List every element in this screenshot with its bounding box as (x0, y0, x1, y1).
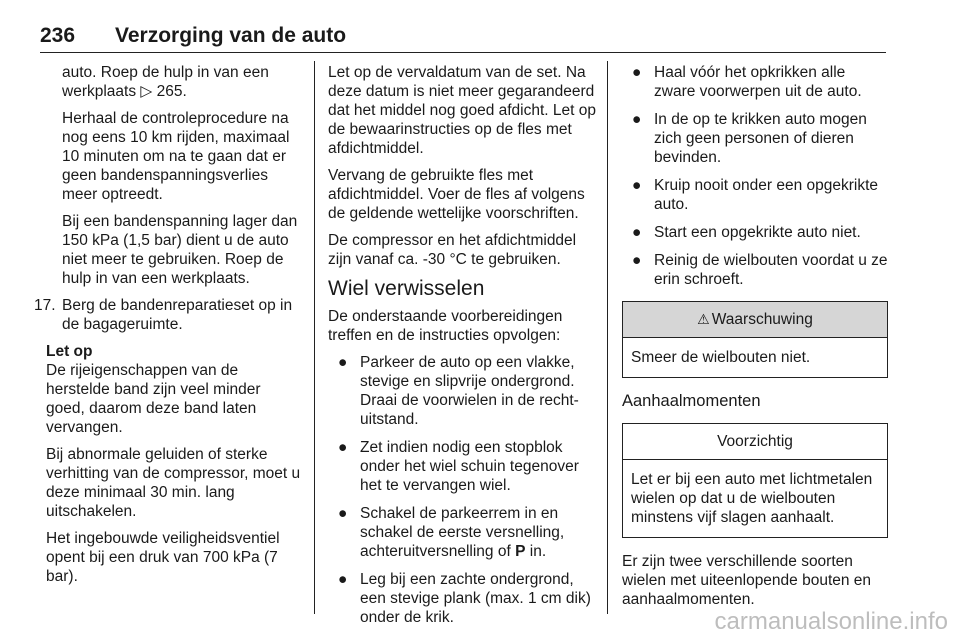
item-text: Berg de bandenreparatieset op in de bagageruimte. (62, 297, 293, 333)
section-heading: Wiel verwisselen (328, 277, 485, 300)
warning-header: ⚠ Waarschuwing (623, 302, 887, 338)
caution-box (622, 423, 888, 538)
caution-header: Voorzichtig (623, 424, 887, 460)
paragraph: Herhaal de controleprocedure na nog eens 10 km rijden, maximaal 10 minuten om na te gaan dat er geen bandenspanningsverlies meer optreedt. (62, 110, 290, 203)
item-number: 17. (34, 297, 56, 314)
warning-text: Smeer de wielbouten niet. (631, 349, 811, 366)
bullet-icon: ● (632, 224, 642, 241)
note-paragraph: De rijeigenschappen van de herstelde band zijn veel minder goed, daarom deze band laten vervangen. (46, 362, 261, 436)
warning-triangle-icon: ⚠ (697, 311, 710, 327)
list-item: ● Leg bij een zachte ondergrond, een stevige plank (max. 1 cm dik) onder de krik. (328, 570, 596, 627)
page-ref-link[interactable]: 265. (156, 83, 187, 100)
paragraph: De compressor en het afdichtmiddel zijn vanaf ca. -30 °C te gebruiken. (328, 232, 577, 268)
column-divider (314, 61, 315, 614)
column-1 (34, 63, 302, 594)
column-divider (607, 61, 608, 614)
paragraph: Bij een bandenspanning lager dan 150 kPa (1,5 bar) dient u de auto niet meer te gebruiken. Roep de hulp in van een werkplaats. (62, 213, 298, 287)
page-header (40, 24, 886, 53)
subsection-heading: Aanhaalmomenten (622, 392, 761, 410)
note-paragraph: Het ingebouwde veiligheidsventiel opent bij een druk van 700 kPa (7 bar). (46, 530, 280, 585)
note-paragraph: Bij abnormale geluiden of sterke verhitting van de compressor, moet u deze minimaal 30 min. lang uitschakelen. (46, 446, 301, 520)
paragraph: Let op de vervaldatum van de set. Na deze datum is niet meer gegarandeerd dat het middel nog goed afdicht. Let op de bewaarinstructies op de fles met afdichtmiddel. (328, 64, 597, 157)
chapter-title: Verzorging van de auto (115, 24, 347, 47)
paragraph: Er zijn twee verschillende soorten wielen met uiteenlopende bouten en aanhaalmomenten. (622, 553, 872, 608)
bullet-icon: ● (632, 252, 642, 269)
page-number: 236 (40, 24, 76, 47)
list-item-17 (34, 296, 302, 334)
intro-paragraph: De onderstaande voorbereidingen treffen en de instructies opvolgen: (328, 308, 563, 344)
bullet-icon: ● (338, 571, 348, 588)
caution-text: Let er bij een auto met lichtmetalen wielen op dat u de wielbouten minstens vijf slagen aanhaalt. (631, 471, 873, 526)
paragraph: auto. Roep de hulp in van een werkplaats ▷ 265. (62, 64, 269, 100)
column-2 (328, 63, 596, 636)
watermark: carmanualsonline.info (714, 608, 948, 635)
column-3 (622, 63, 888, 617)
arrow-ref-icon: ▷ (140, 83, 153, 100)
bullet-icon: ● (338, 505, 348, 522)
list-item: ● Schakel de parkeerrem in en schakel de eerste versnelling, achteruitversnelling of P in. (328, 504, 596, 561)
paragraph: Vervang de gebruikte fles met afdichtmiddel. Voer de fles af volgens de geldende wettelijke voorschriften. (328, 167, 585, 222)
list-item: ● Parkeer de auto op een vlakke, stevige en slipvrije ondergrond. Draai de voorwielen in de rechtuitstand. (328, 353, 596, 429)
list-item: ● Haal vóór het opkrikken alle zware voorwerpen uit de auto. (622, 63, 888, 101)
bullet-icon: ● (338, 439, 348, 456)
bullet-icon: ● (338, 354, 348, 371)
list-item: ● Reinig de wielbouten voordat u ze erin schroeft. (622, 251, 888, 289)
list-item: ● Kruip nooit onder een opgekrikte auto. (622, 176, 888, 214)
list-item: ● Start een opgekrikte auto niet. (622, 223, 888, 242)
bullet-icon: ● (632, 111, 642, 128)
bullet-icon: ● (632, 64, 642, 81)
list-item: ● Zet indien nodig een stopblok onder het wiel schuin tegenover het te vervangen wiel. (328, 438, 596, 495)
bullet-icon: ● (632, 177, 642, 194)
warning-box (622, 301, 888, 378)
list-item: ● In de op te krikken auto mogen zich geen personen of dieren bevinden. (622, 110, 888, 167)
note-title: Let op (46, 343, 93, 360)
